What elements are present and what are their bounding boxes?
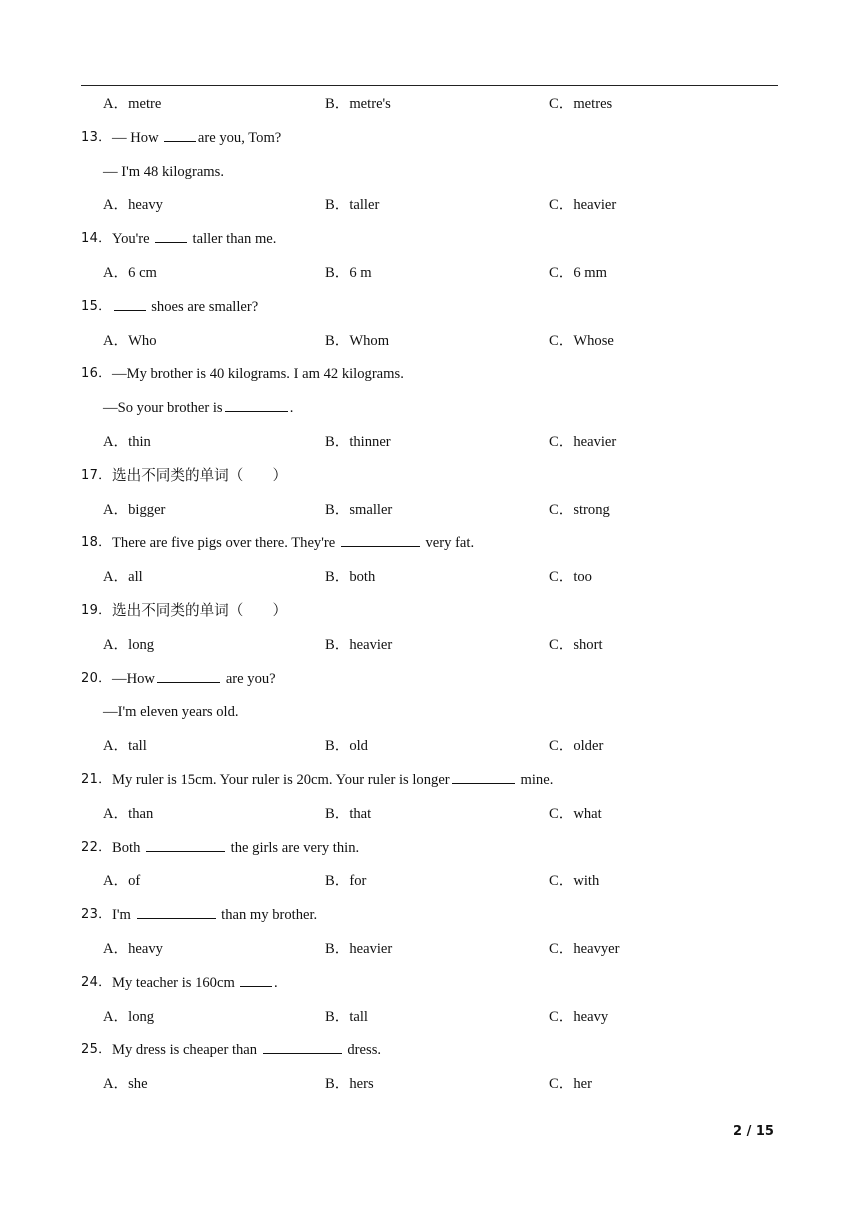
options-row xyxy=(0,498,860,532)
option-b[interactable]: B．6 m xyxy=(325,264,372,281)
question-text-segment: 选出不同类的单词（ ） xyxy=(112,467,288,484)
option-a[interactable]: A．long xyxy=(103,1008,155,1025)
question-24 xyxy=(0,971,860,1005)
question-number: 16． xyxy=(81,366,112,382)
question-text-segment: You're xyxy=(112,231,154,248)
option-a[interactable]: A．6 cm xyxy=(103,264,157,281)
question-stem xyxy=(112,227,276,251)
options-row xyxy=(0,565,860,599)
option-b[interactable]: B．taller xyxy=(325,197,380,214)
question-subline-text: —I'm eleven years old. xyxy=(103,704,239,721)
option-a[interactable]: A．tall xyxy=(103,738,147,755)
options-row xyxy=(0,329,860,363)
option-a[interactable]: A．of xyxy=(103,873,141,890)
question-subline-text xyxy=(103,396,293,420)
option-b[interactable]: B．that xyxy=(325,805,372,822)
option-c[interactable]: C．heavier xyxy=(549,197,617,214)
question-14 xyxy=(0,227,860,261)
question-stem xyxy=(112,768,553,792)
answer-blank xyxy=(341,531,420,547)
question-text-segment: mine. xyxy=(516,771,554,788)
question-text-segment: My ruler is 15cm. Your ruler is 20cm. Your ruler is longer xyxy=(112,771,450,788)
option-a[interactable]: A．long xyxy=(103,636,155,653)
option-c[interactable]: C．what xyxy=(549,805,602,822)
question-text-segment: are you? xyxy=(222,670,276,687)
question-number: 22． xyxy=(81,839,112,855)
option-a[interactable]: A．heavy xyxy=(103,940,163,957)
question-text-segment: —So your brother is xyxy=(103,400,223,417)
question-stem xyxy=(112,362,404,386)
options-row xyxy=(0,261,860,295)
question-text-segment: —How xyxy=(112,670,155,687)
answer-blank xyxy=(225,396,288,412)
answer-blank xyxy=(164,126,196,142)
option-c[interactable]: C．too xyxy=(549,569,592,586)
question-text-segment: —My brother is 40 kilograms. I am 42 kilograms. xyxy=(112,366,404,383)
question-text-segment: than my brother. xyxy=(217,907,318,924)
question-subline xyxy=(0,700,860,734)
options-row xyxy=(0,633,860,667)
option-b[interactable]: B．for xyxy=(325,873,367,890)
option-c[interactable]: C．metres xyxy=(549,96,613,112)
question-stem xyxy=(112,599,287,623)
question-stem xyxy=(112,903,317,927)
options-row xyxy=(0,430,860,464)
answer-blank xyxy=(146,836,225,852)
answer-blank xyxy=(452,768,515,784)
answer-blank xyxy=(137,903,216,919)
option-a[interactable]: A．than xyxy=(103,805,154,822)
option-c[interactable]: C．strong xyxy=(549,501,610,518)
option-c[interactable]: C．heavy xyxy=(549,1008,609,1025)
question-16 xyxy=(0,362,860,396)
option-b[interactable]: B．metre's xyxy=(325,96,391,112)
option-a[interactable]: A．heavy xyxy=(103,197,163,214)
options-row xyxy=(0,193,860,227)
option-b[interactable]: B．both xyxy=(325,569,376,586)
question-stem xyxy=(112,836,359,860)
option-c[interactable]: C．older xyxy=(549,738,604,755)
option-b[interactable]: B．old xyxy=(325,738,368,755)
question-subline xyxy=(0,160,860,194)
question-text-segment: the girls are very thin. xyxy=(227,839,360,856)
question-number: 13． xyxy=(81,129,112,145)
option-c[interactable]: C．with xyxy=(549,873,600,890)
question-text-segment: 选出不同类的单词（ ） xyxy=(112,602,288,619)
answer-blank xyxy=(155,227,187,243)
option-c[interactable]: C．short xyxy=(549,636,603,653)
option-c[interactable]: C．Whose xyxy=(549,332,614,349)
question-text-segment: I'm xyxy=(112,907,135,924)
question-number: 19． xyxy=(81,602,112,618)
option-a[interactable]: A．bigger xyxy=(103,501,166,518)
header-rule xyxy=(81,85,778,86)
question-stem xyxy=(112,667,276,691)
answer-blank xyxy=(114,295,146,311)
question-text-segment: Both xyxy=(112,839,145,856)
question-22 xyxy=(0,836,860,870)
question-stem xyxy=(112,531,474,555)
answer-blank xyxy=(240,971,272,987)
option-b[interactable]: B．Whom xyxy=(325,332,390,349)
option-b[interactable]: B．thinner xyxy=(325,433,391,450)
option-c[interactable]: C．her xyxy=(549,1076,592,1093)
question-number: 25． xyxy=(81,1042,112,1058)
options-row xyxy=(0,802,860,836)
option-a[interactable]: A．she xyxy=(103,1076,148,1093)
question-text-segment: very fat. xyxy=(421,535,475,552)
question-17 xyxy=(0,464,860,498)
options-row xyxy=(0,92,860,126)
question-stem xyxy=(112,971,278,995)
option-b[interactable]: B．heavier xyxy=(325,636,393,653)
question-text-segment: are you, Tom? xyxy=(197,129,282,146)
option-c[interactable]: C．heavier xyxy=(549,433,617,450)
options-row xyxy=(0,734,860,768)
question-number: 20． xyxy=(81,670,112,686)
option-a[interactable]: A．all xyxy=(103,569,143,586)
option-a[interactable]: A．Who xyxy=(103,332,157,349)
answer-blank xyxy=(263,1038,342,1054)
option-c[interactable]: C．6 mm xyxy=(549,264,607,281)
question-number: 15． xyxy=(81,298,112,314)
question-subline xyxy=(0,396,860,430)
option-b[interactable]: B．smaller xyxy=(325,501,393,518)
options-row xyxy=(0,1005,860,1039)
question-stem xyxy=(112,464,287,488)
question-stem xyxy=(112,126,281,150)
question-text-segment: taller than me. xyxy=(188,231,277,248)
question-number: 21． xyxy=(81,771,112,787)
question-text-segment: — How xyxy=(112,129,163,146)
question-text-segment: There are five pigs over there. They're xyxy=(112,535,339,552)
question-20 xyxy=(0,667,860,701)
question-number: 24． xyxy=(81,974,112,990)
question-number: 14． xyxy=(81,231,112,247)
options-row xyxy=(0,869,860,903)
question-25 xyxy=(0,1038,860,1072)
question-subline-text: — I'm 48 kilograms. xyxy=(103,163,224,180)
option-a[interactable]: A．metre xyxy=(103,96,162,112)
question-13 xyxy=(0,126,860,160)
options-row xyxy=(0,937,860,971)
question-text-segment: . xyxy=(274,974,278,991)
question-text-segment: shoes are smaller? xyxy=(147,298,259,315)
options-row xyxy=(0,1072,860,1106)
question-text-segment: My teacher is 160cm xyxy=(112,974,239,991)
page-number: 2 / 15 xyxy=(733,1124,774,1139)
question-stem xyxy=(112,1038,381,1062)
question-text-segment: My dress is cheaper than xyxy=(112,1042,261,1059)
option-b[interactable]: B．tall xyxy=(325,1008,368,1025)
option-c[interactable]: C．heavyer xyxy=(549,940,620,957)
question-number: 17． xyxy=(81,467,112,483)
question-list xyxy=(0,92,860,1106)
question-number: 23． xyxy=(81,907,112,923)
question-text-segment: . xyxy=(289,400,294,417)
question-number: 18． xyxy=(81,535,112,551)
question-18 xyxy=(0,531,860,565)
option-b[interactable]: B．hers xyxy=(325,1076,374,1093)
question-stem xyxy=(112,295,258,319)
question-23 xyxy=(0,903,860,937)
question-15 xyxy=(0,295,860,329)
answer-blank xyxy=(157,667,220,683)
question-19 xyxy=(0,599,860,633)
question-text-segment: dress. xyxy=(343,1042,382,1059)
option-b[interactable]: B．heavier xyxy=(325,940,393,957)
option-a[interactable]: A．thin xyxy=(103,433,151,450)
question-21 xyxy=(0,768,860,802)
